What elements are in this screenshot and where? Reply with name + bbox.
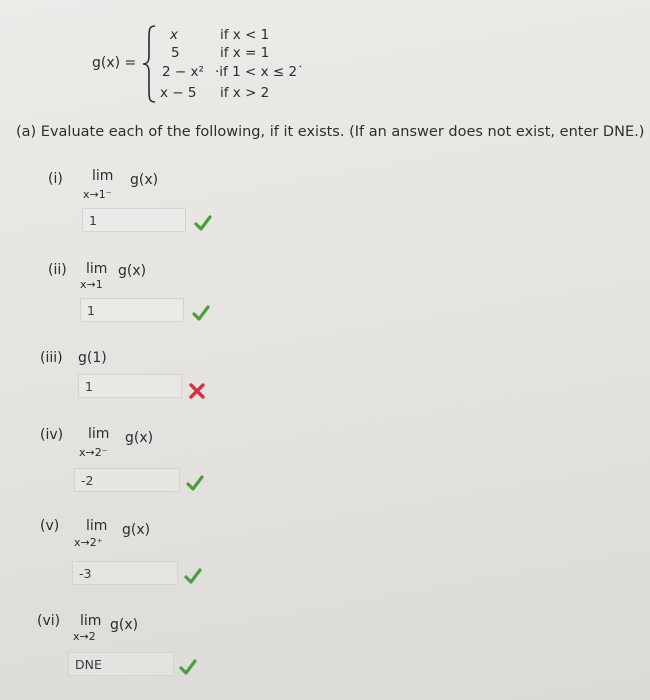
- part-iv-answer-input[interactable]: -2: [74, 468, 180, 492]
- checkmark-icon: [183, 566, 203, 586]
- part-vi-answer-input[interactable]: DNE: [68, 652, 174, 676]
- question-prompt: (a) Evaluate each of the following, if it exists. (If an answer does not exist, enter DNE.): [16, 124, 645, 140]
- case-3-expr: 2 − x²: [162, 64, 204, 80]
- part-vi-sub: x→2: [73, 630, 96, 643]
- part-iv-lim: lim: [88, 426, 110, 442]
- checkmark-icon: [193, 213, 213, 233]
- case-4-expr: x − 5: [160, 85, 197, 101]
- part-i-sub: x→1⁻: [83, 188, 112, 201]
- checkmark-icon: [191, 303, 211, 323]
- part-ii-answer-input[interactable]: 1: [80, 298, 184, 322]
- part-v-lim: lim: [86, 518, 108, 534]
- part-i-answer-input[interactable]: 1: [82, 208, 186, 232]
- part-v-func: g(x): [122, 522, 151, 538]
- part-iii-label: (iii): [40, 350, 63, 366]
- case-3-cond: ·if 1 < x ≤ 2˙: [215, 64, 304, 80]
- part-vi-func: g(x): [110, 617, 139, 633]
- checkmark-icon: [178, 657, 198, 677]
- case-2-cond: if x = 1: [220, 45, 270, 61]
- part-i-label: (i): [48, 171, 63, 187]
- part-ii-label: (ii): [48, 262, 67, 278]
- case-1-cond: if x < 1: [220, 27, 270, 43]
- left-brace: [141, 24, 159, 104]
- part-v-sub: x→2⁺: [74, 536, 103, 549]
- case-4-cond: if x > 2: [220, 85, 270, 101]
- part-iv-label: (iv): [40, 427, 64, 443]
- part-v-label: (v): [40, 518, 60, 534]
- case-1-expr: x: [170, 27, 178, 43]
- part-vi-lim: lim: [80, 613, 102, 629]
- function-name: g(x) =: [92, 55, 137, 71]
- part-ii-func: g(x): [118, 263, 147, 279]
- part-ii-sub: x→1: [80, 278, 103, 291]
- cross-icon: [187, 381, 207, 401]
- part-iv-sub: x→2⁻: [79, 446, 108, 459]
- part-iii-answer-input[interactable]: 1: [78, 374, 182, 398]
- part-iv-func: g(x): [125, 430, 154, 446]
- part-ii-lim: lim: [86, 261, 108, 277]
- part-v-answer-input[interactable]: -3: [72, 561, 178, 585]
- part-i-lim: lim: [92, 168, 114, 184]
- case-2-expr: 5: [171, 45, 180, 61]
- checkmark-icon: [185, 473, 205, 493]
- part-iii-func: g(1): [78, 350, 107, 366]
- part-vi-label: (vi): [37, 613, 61, 629]
- part-i-func: g(x): [130, 172, 159, 188]
